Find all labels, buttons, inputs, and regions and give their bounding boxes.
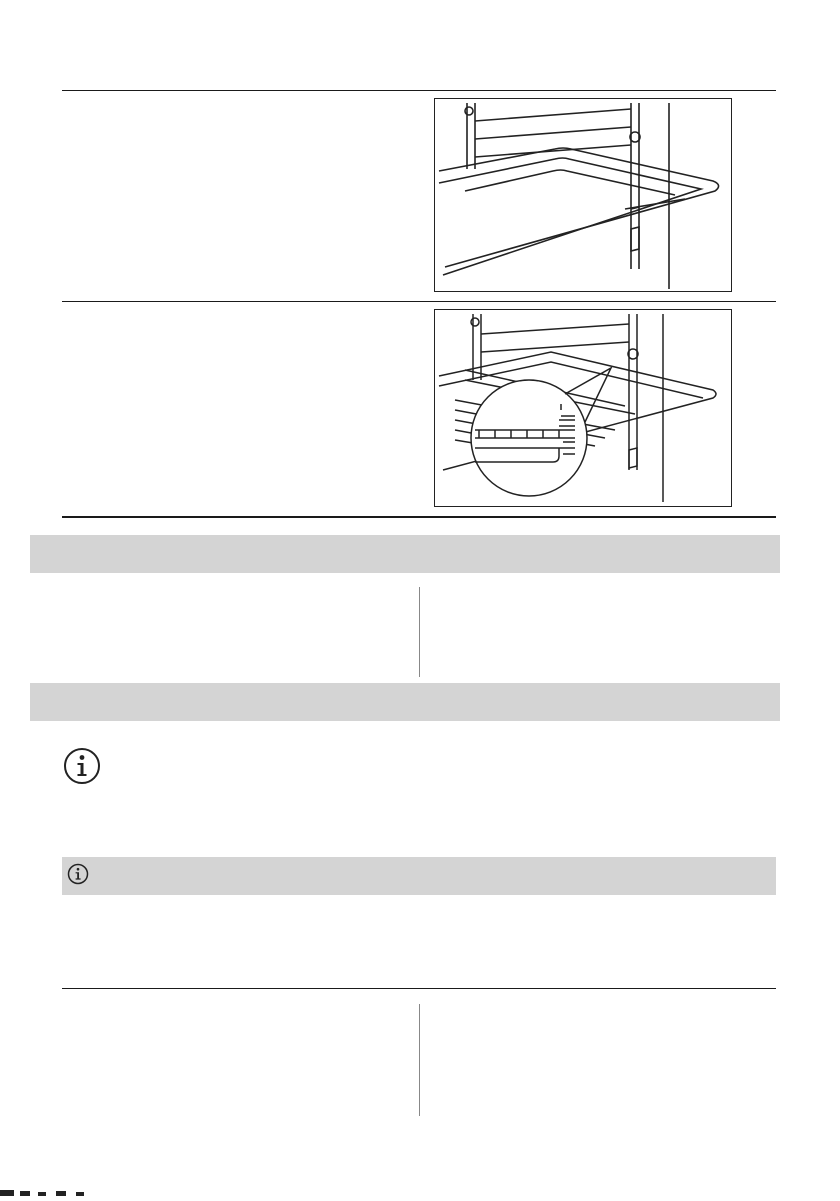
wire-shelf-illustration (434, 309, 732, 507)
oven-tray-drawing (435, 99, 731, 291)
wire-shelf-drawing (435, 310, 731, 506)
info-circle-icon (66, 862, 90, 886)
cropped-page-footer-mark (0, 1183, 96, 1192)
column-divider-2 (419, 1004, 420, 1116)
accessory-row-tray (62, 91, 776, 301)
heading-band-2 (30, 683, 780, 721)
column-divider-1 (419, 587, 420, 677)
table-bottom-rule (62, 516, 776, 518)
accessory-row-wire-shelf (62, 302, 776, 516)
info-note-bar (62, 857, 776, 895)
oven-tray-illustration (434, 98, 732, 292)
info-circle-icon (62, 746, 102, 786)
heading-band-1 (30, 535, 780, 573)
lower-table-top-rule (62, 988, 776, 989)
